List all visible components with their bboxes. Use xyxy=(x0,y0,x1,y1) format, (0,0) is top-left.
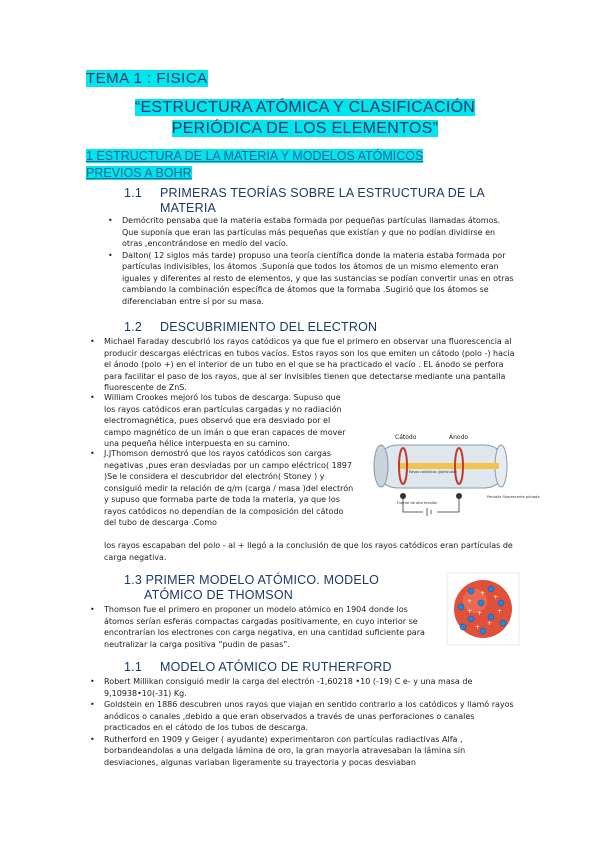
tube-end-left xyxy=(374,445,388,487)
svg-text:+: + xyxy=(480,590,486,597)
anodo-label: Ánodo xyxy=(449,434,469,441)
thomson-atom-illustration xyxy=(447,573,519,645)
document-title xyxy=(95,97,515,139)
list-item: • Demócrito pensaba que la materia estaba formada por pequeñas partículas llamadas átomos. Que suponía que eran las partículas más pequeñas que existían y que no podían dividirse en otras ,encontrándose en medio del vacío. xyxy=(108,215,518,250)
svg-text:+: + xyxy=(467,598,473,605)
svg-text:+: + xyxy=(477,610,483,617)
paragraph-continuation: los rayos escapaban del polo - al + llegó a la conclusión de que los rayos catódicos eran partículas de carga negativa. xyxy=(104,541,513,562)
anode-terminal xyxy=(456,493,462,499)
subsection-heading-1-3: 1.3 PRIMER MODELO ATÓMICO. MODELO ATÓMICO DE THOMSON xyxy=(124,573,380,602)
svg-text:+: + xyxy=(497,608,503,615)
cathode-terminal xyxy=(400,493,406,499)
subsection-heading-1-1: 1.1 PRIMERAS TEORÍAS SOBRE LA ESTRUCTURA DE LA MATERIA xyxy=(124,186,485,215)
svg-text:+: + xyxy=(475,624,481,631)
cathode-ray-tube-diagram xyxy=(357,428,540,528)
list-item: • Robert Millikan consiguió medir la carga del electrón -1,60218 •10 (-19) C e- y una masa de 9,10938•10(-31) Kg. xyxy=(90,676,518,699)
subsection-heading-1-2: 1.2 DESCUBRIMIENTO DEL ELECTRON xyxy=(124,320,378,334)
list-item: • Rutherford en 1909 y Geiger ( ayudante) experimentaron con partículas radiactivas Alfa , borbandeandolas a una delgada lámina de oro, la gran mayoría atravesaban la lámina sin desviaciones, algunas variaban ligeramente su trayectoria y pocas desviaban xyxy=(90,734,518,769)
bullet-list-4 xyxy=(90,676,518,768)
catodo-label: Cátodo xyxy=(395,434,417,441)
list-item: • Goldstein en 1886 descubren unos rayos que viajan en sentido contrario a los catódicos y llamó rayos anódicos o canales ,debido a que eran observados a través de unas perforaciones o canales practicados en el cátodo de los tubos de descarga. xyxy=(90,699,518,734)
screen-label: Pantalla fluorescente pintada xyxy=(487,495,540,499)
bullet-list-1 xyxy=(108,215,518,307)
list-item: • William Crookes mejoró los tubos de descarga. Supuso que los rayos catódicos eran partículas cargadas y no radiación electromagnética, pues observó que era desviado por el campo magnético de un imán o que eran capaces de mover una pequeña hélice interpuesta en su camino. xyxy=(90,392,518,450)
list-item: • J.JThomson demostró que los rayos catódicos son cargas negativas ,pues eran desviadas por un campo eléctrico( 1897 )Se le considera el descubridor del electrón( Stoney ) y consiguió medir la relación de q/m (carga / masa )del electrón y supuso que formaba parte de toda la materia, ya que los rayos catódicos no dependían de la composición del cátodo del tubo de descarga .Como xyxy=(90,448,354,529)
svg-text:+: + xyxy=(467,608,473,615)
title-line-1: “ESTRUCTURA ATÓMICA Y CLASIFICACIÓN xyxy=(134,99,476,116)
section-heading-1: 1 ESTRUCTURA DE LA MATERIA Y MODELOS ATÓMICOS PREVIOS A BOHR xyxy=(86,149,424,180)
bullet-list-2 xyxy=(90,336,518,394)
beam xyxy=(399,463,499,469)
source-label: Fuente de alta tensión xyxy=(397,501,438,505)
bullet-list-2c xyxy=(90,448,354,529)
list-item: • Michael Faraday descubrió los rayos catódicos ya que fue el primero en observar una fluorescencia al producir descargas eléctricas en tubos vacíos. Estos rayos son los que emiten un cátodo (polo -) hacia el ánodo (polo +) en el interior de un tubo en el que se ha practicado el vacío . EL ánodo se perfora para facilitar el paso de los rayos, que al ser invisibles tienen que detectarse mediante una pantalla fluorescente de ZnS. xyxy=(90,336,518,394)
svg-text:+: + xyxy=(493,594,499,601)
title-line-2: PERIÓDICA DE LOS ELEMENTOS” xyxy=(171,120,439,137)
bullet-list-3 xyxy=(90,604,436,650)
list-item: • Dalton( 12 siglos más tarde) propuso una teoría científica donde la materia estaba formada por partículas indivisibles, los átomos .Suponía que todos los átomos de un mismo elemento eran iguales y diferentes al resto de elementos, y que las sustancias se podían convertir unas en otras cambiando la combinación específica de átomos que la formaba .Sugirió que los átomos se diferenciaban entre sí por su masa. xyxy=(108,250,518,308)
subsection-heading-1-4: 1.1 MODELO ATÓMICO DE RUTHERFORD xyxy=(124,660,392,674)
topic-heading: TEMA 1 : FISICA xyxy=(86,70,208,87)
svg-text:+: + xyxy=(487,620,493,627)
rays-label: Rayos catódicos (partículas) xyxy=(409,470,457,474)
list-item: • Thomson fue el primero en proponer un modelo atómico en 1904 donde los átomos serían esferas compactas cargadas positivamente, en cuyo interior se encontrarían los electrones con carga negativa, en una cantidad suficiente para neutralizar la carga positiva “pudin de pasas”. xyxy=(90,604,436,650)
